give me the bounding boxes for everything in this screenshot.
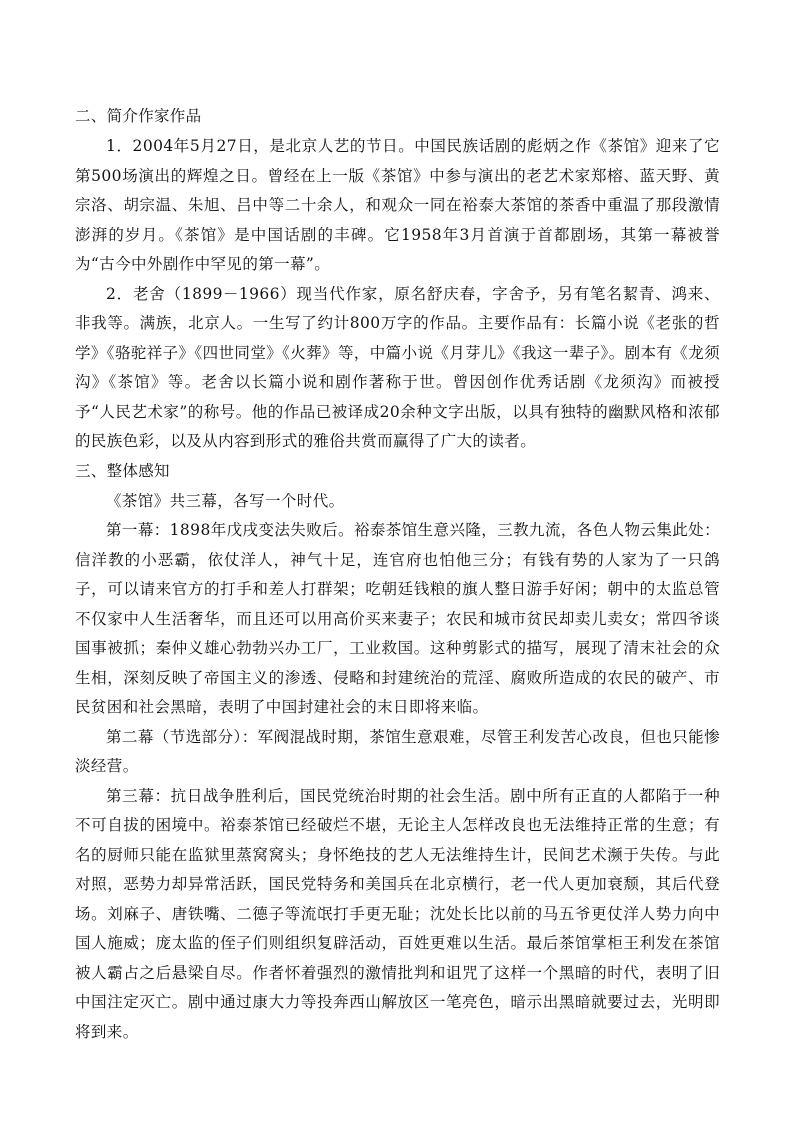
paragraph-three-acts-overview: 《茶馆》共三幕，各写一个时代。 — [106, 491, 345, 510]
section-heading-overall-perception: 三、整体感知 — [75, 461, 170, 480]
paragraph-act-one: 第一幕：1898年戊戌变法失败后。裕泰茶馆生意兴隆，三教九流，各色人物云集此处：信洋教的小恶霸，依仗洋人，神气十足，连官府也怕他三分；有钱有势的人家为了一只鸽子，可以请来官方的打手和差人打群架；吃朝廷钱粮的旗人整日游手好闲；朝中的太监总管不仅家中人生活奢华，而且还可以用高价买来妻子；农民和城市贫民却卖儿卖女；常四爷谈国事被抓；秦仲义雄心勃勃兴办工厂，工业救国。这种剪影式的描写，展现了清末社会的众生相，深刻反映了帝国主义的渗透、侵略和封建统治的荒淫、腐败所造成的农民的破产、市民贫困和社会黑暗，表明了中国封建社会的末日即将来临。 — [75, 521, 720, 716]
paragraph-laoshe-biography: 2．老舍（1899－1966）现当代作家，原名舒庆春，字舍予，另有笔名絜青、鸿来、非我等。满族，北京人。一生写了约计800万字的作品。主要作品有：长篇小说《老张的哲学》《骆驼祥子》《四世同堂》《火葬》等，中篇小说《月芽儿》《我这一辈子》。剧本有《龙须沟》《茶馆》等。老舍以长篇小说和剧作著称于世。曾因创作优秀话剧《龙须沟》而被授予“人民艺术家”的称号。他的作品已被译成20余种文字出版，以具有独特的幽默风格和浓郁的民族色彩，以及从内容到形式的雅俗共赏而赢得了广大的读者。 — [75, 284, 720, 450]
document-body — [75, 104, 720, 1047]
paragraph-act-three: 第三幕：抗日战争胜利后，国民党统治时期的社会生活。剧中所有正直的人都陷于一种不可自拔的困境中。裕泰茶馆已经破烂不堪，无论主人怎样改良也无法维持正常的生意；有名的厨师只能在监狱里蒸窝窝头；身怀绝技的艺人无法维持生计，民间艺术濒于失传。与此对照，恶势力却异常活跃，国民党特务和美国兵在北京横行，老一代人更加衰颓，其后代登场。刘麻子、唐铁嘴、二德子等流氓打手更无耻；沈处长比以前的马五爷更仗洋人势力向中国人施威；庞太监的侄子们则组织复辟活动，百姓更难以生活。最后茶馆掌柜王利发在茶馆被人霸占之后悬梁自尽。作者怀着强烈的激情批判和诅咒了这样一个黑暗的时代，表明了旧中国注定灭亡。剧中通过康大力等投奔西山解放区一笔亮色，暗示出黑暗就要过去，光明即将到来。 — [75, 786, 720, 1041]
section-heading-author-works: 二、简介作家作品 — [75, 107, 202, 125]
paragraph-act-two: 第二幕（节选部分）：军阀混战时期，茶馆生意艰难，尽管王利发苦心改良，但也只能惨淡经营。 — [75, 727, 720, 775]
paragraph-teahouse-anniversary: 1．2004年5月27日，是北京人艺的节日。中国民族话剧的彪炳之作《茶馆》迎来了它第500场演出的辉煌之日。曾经在上一版《茶馆》中参与演出的老艺术家郑榕、蓝天野、黄宗洛、胡宗温、朱旭、吕中等二十余人，和观众一同在裕泰大茶馆的茶香中重温了那段激情澎湃的岁月。《茶馆》是中国话剧的丰碑。它1958年3月首演于首都剧场，其第一幕被誉为“古今中外剧作中罕见的第一幕”。 — [75, 137, 720, 273]
